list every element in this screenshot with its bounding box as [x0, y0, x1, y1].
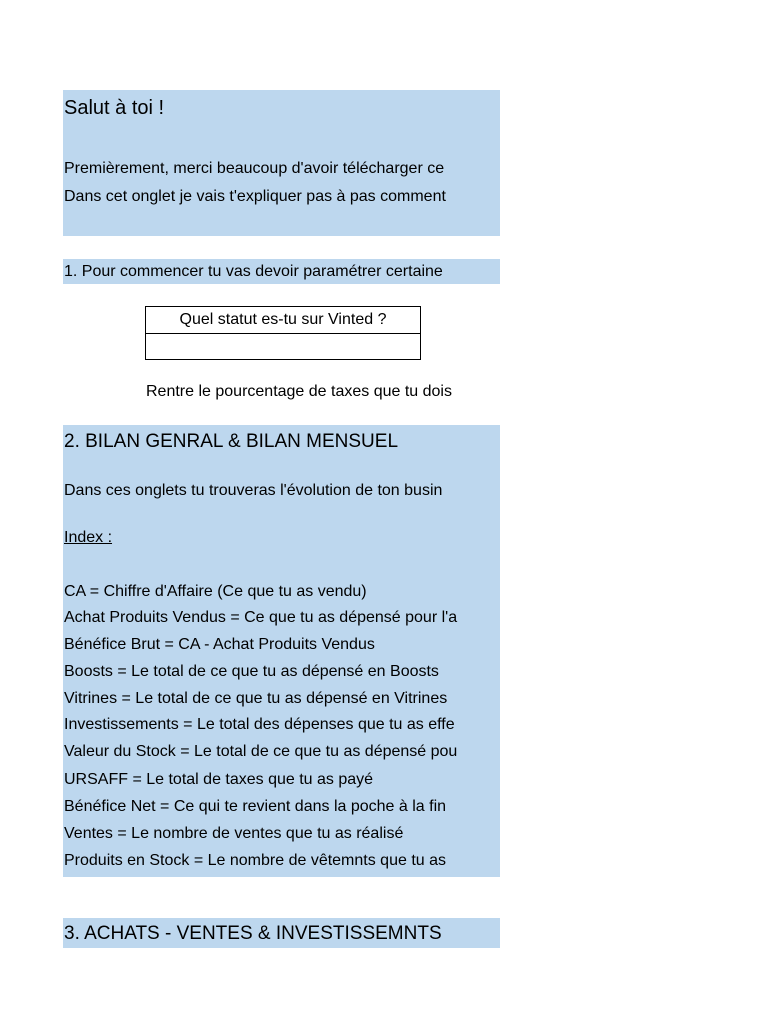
- intro-line-2: Dans cet onglet je vais t'expliquer pas à pas comment: [64, 188, 446, 205]
- index-item-vitrines: Vitrines = Le total de ce que tu as dépensé en Vitrines: [64, 690, 448, 707]
- index-item-boosts: Boosts = Le total de ce que tu as dépensé en Boosts: [64, 663, 439, 680]
- section1-heading: 1. Pour commencer tu vas devoir paramétrer certaine: [64, 263, 443, 280]
- index-item-produits-stock: Produits en Stock = Le nombre de vêtemnts que tu as: [64, 852, 446, 869]
- tax-prompt: Rentre le pourcentage de taxes que tu dois: [146, 383, 452, 400]
- section2-description: Dans ces onglets tu trouveras l'évolution de ton busin: [64, 482, 443, 499]
- statut-table: [145, 306, 421, 360]
- statut-input-cell[interactable]: [146, 334, 420, 359]
- index-label: Index :: [64, 529, 113, 546]
- index-item-ursaff: URSAFF = Le total de taxes que tu as payé: [64, 771, 374, 788]
- index-item-benefice-brut: Bénéfice Brut = CA - Achat Produits Vendus: [64, 636, 375, 653]
- index-item-benefice-net: Bénéfice Net = Ce qui te revient dans la poche à la fin: [64, 798, 447, 815]
- index-item-achat-produits: Achat Produits Vendus = Ce que tu as dépensé pour l'a: [64, 609, 458, 626]
- index-item-ca: CA = Chiffre d'Affaire (Ce que tu as vendu): [64, 583, 367, 600]
- statut-label: Quel statut es-tu sur Vinted ?: [146, 307, 420, 334]
- section3-heading: 3. ACHATS - VENTES & INVESTISSEMNTS: [64, 923, 442, 944]
- greeting-title: Salut à toi !: [64, 97, 165, 119]
- intro-line-1: Premièrement, merci beaucoup d'avoir télécharger ce: [64, 160, 445, 177]
- index-item-ventes: Ventes = Le nombre de ventes que tu as réalisé: [64, 825, 404, 842]
- index-item-valeur-stock: Valeur du Stock = Le total de ce que tu as dépensé pou: [64, 743, 458, 760]
- section2-heading: 2. BILAN GENRAL & BILAN MENSUEL: [64, 431, 399, 452]
- index-item-investissements: Investissements = Le total des dépenses que tu as effe: [64, 716, 455, 733]
